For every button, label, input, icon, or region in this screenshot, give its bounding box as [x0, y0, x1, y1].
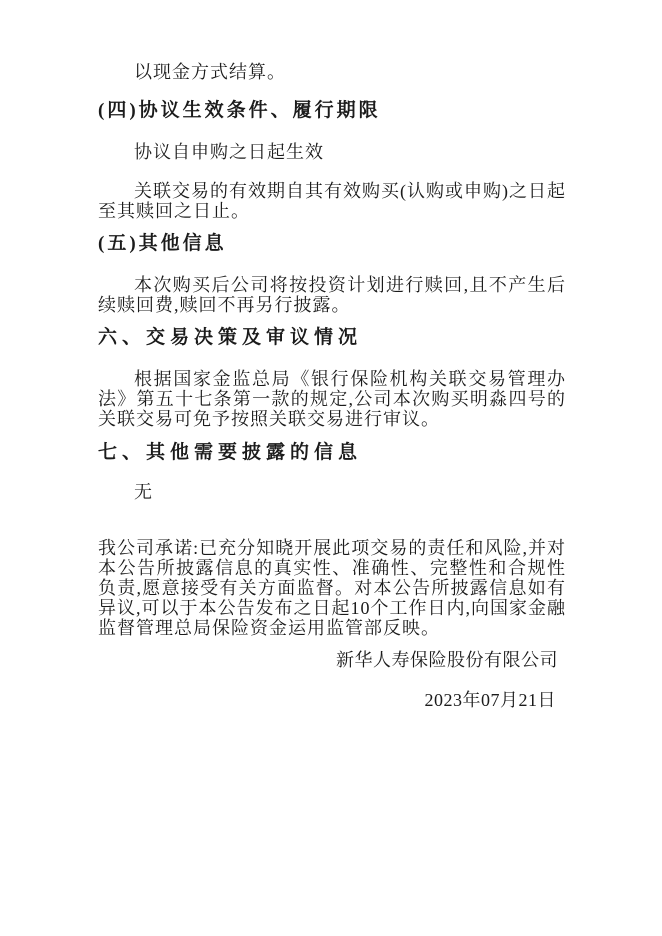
paragraph-settlement: 以现金方式结算。 [134, 62, 286, 82]
signature-date: 2023年07月21日 [424, 690, 556, 710]
heading-section-7: 七、其他需要披露的信息 [98, 442, 363, 463]
paragraph-commitment: 我公司承诺:已充分知晓开展此项交易的责任和风险,并对本公告所披露信息的真实性、准确性、完整性和合规性负责,愿意接受有关方面监督。对本公告所披露信息如有异议,可以于本公告发布之日起10个工作日内,向国家金融监督管理总局保险资金运用监管部反映。 [98, 538, 566, 638]
paragraph-agreement-effective: 协议自申购之日起生效 [134, 142, 324, 162]
paragraph-review-exemption: 根据国家金监总局《银行保险机构关联交易管理办法》第五十七条第一款的规定,公司本次购买明淼四号的关联交易可免予按照关联交易进行审议。 [98, 369, 566, 429]
heading-section-5: (五)其他信息 [98, 233, 227, 254]
heading-section-4: (四)协议生效条件、履行期限 [98, 100, 381, 121]
paragraph-none: 无 [134, 482, 153, 502]
signature-company-name: 新华人寿保险股份有限公司 [336, 650, 558, 670]
paragraph-validity-period: 关联交易的有效期自其有效购买(认购或申购)之日起至其赎回之日止。 [98, 181, 566, 221]
heading-section-6: 六、交易决策及审议情况 [98, 327, 363, 348]
paragraph-redemption-plan: 本次购买后公司将按投资计划进行赎回,且不产生后续赎回费,赎回不再另行披露。 [98, 275, 566, 315]
